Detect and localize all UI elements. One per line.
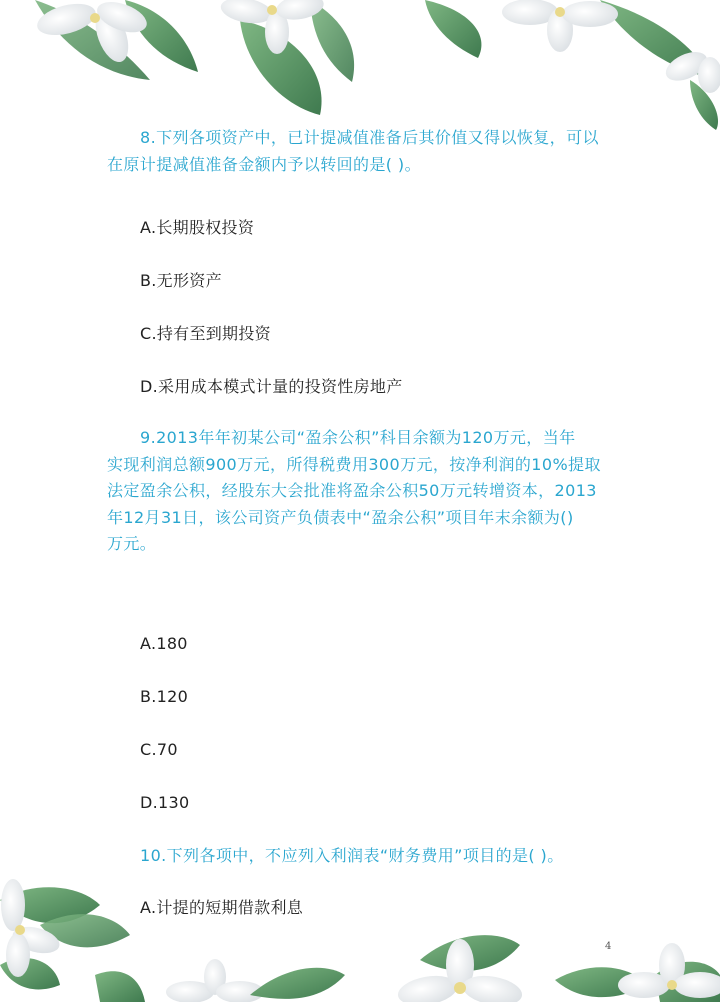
leaf-icon (425, 0, 481, 58)
question-line: 8.下列各项资产中，已计提减值准备后其价值又得以恢复，可以 (140, 128, 599, 147)
question-line: 9.2013年年初某公司“盈余公积”科目余额为120万元，当年 (140, 428, 576, 447)
question-9-option-a: A.180 (140, 634, 188, 653)
white-flower-icon (166, 959, 264, 1002)
question-line: 万元。 (107, 534, 157, 553)
question-10-option-a: A.计提的短期借款利息 (140, 898, 304, 917)
question-line: 年12月31日，该公司资产负债表中“盈余公积”项目年末余额为() (107, 507, 574, 527)
question-line: 在原计提减值准备金额内予以转回的是( )。 (107, 154, 421, 174)
question-8-stem (107, 125, 599, 178)
question-9-option-c: C.70 (140, 740, 178, 759)
question-8-option-b: B.无形资产 (140, 271, 222, 290)
question-9-stem (107, 425, 601, 558)
question-line: 实现利润总额900万元，所得税费用300万元，按净利润的10%提取 (107, 454, 601, 474)
question-9-option-b: B.120 (140, 687, 189, 706)
white-flower-icon (502, 0, 618, 52)
question-8-option-d: D.采用成本模式计量的投资性房地产 (140, 377, 403, 396)
question-line: 法定盈余公积，经股东大会批准将盈余公积50万元转增资本，2013 (107, 481, 597, 500)
page-number: 4 (605, 941, 612, 952)
question-10-stem (140, 843, 564, 870)
leaf-icon (250, 968, 345, 999)
white-flower-icon (219, 0, 326, 54)
question-8-option-c: C.持有至到期投资 (140, 324, 271, 343)
leaf-icon (95, 971, 145, 1002)
question-9-option-d: D.130 (140, 793, 190, 812)
question-line: 10.下列各项中，不应列入利润表“财务费用”项目的是( )。 (140, 846, 564, 865)
question-8-option-a: A.长期股权投资 (140, 218, 255, 237)
